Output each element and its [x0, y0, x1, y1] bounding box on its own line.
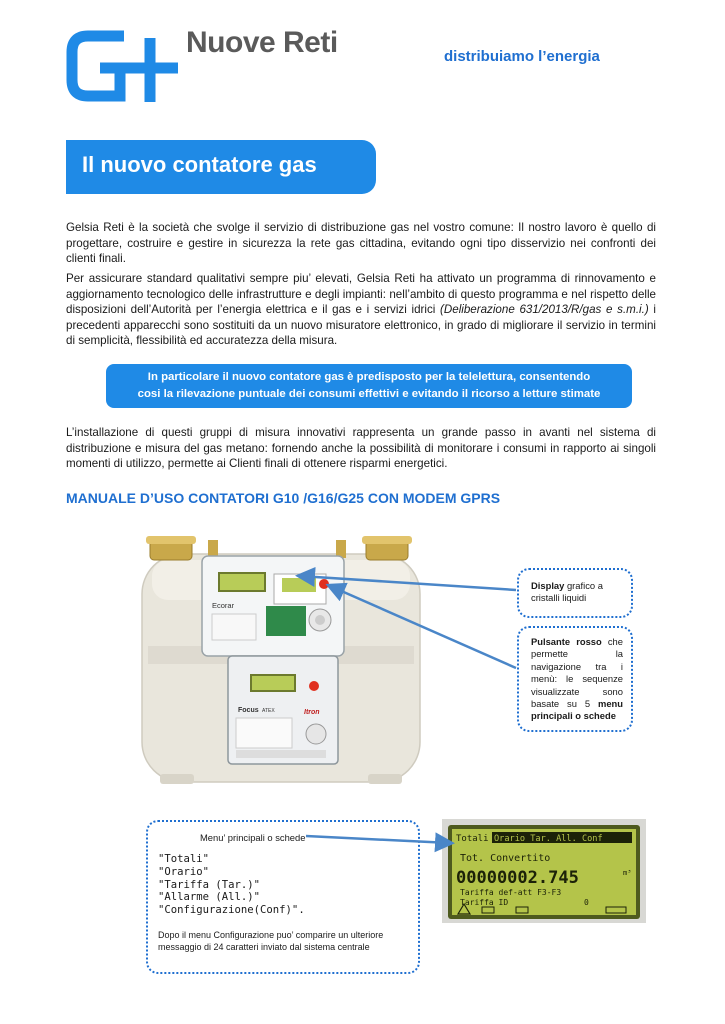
- display-callout-text: grafico a cristalli liquidi: [531, 580, 603, 604]
- intro-paragraph: Gelsia Reti è la società che svolge il servizio di distribuzione gas nel vostro comune: Il nostro lavoro è quello di progettare, costruire e gestire in sicurezza la rete gas cittadina, evitando ogni tipo disservizio nei confronti dei clienti finali.: [66, 221, 656, 266]
- menu-item-orario: "Orario": [158, 865, 210, 878]
- program-paragraph: [66, 271, 656, 349]
- section-heading: MANUALE D’USO CONTATORI G10 /G16/G25 CON MODEM GPRS: [66, 490, 501, 506]
- menu-list: [158, 853, 305, 917]
- lcd-reading: 00000002.745: [456, 868, 579, 888]
- meter-brand-bottom: Focus: [238, 707, 259, 714]
- menu-item-configurazione: "Configurazione(Conf)".: [158, 904, 305, 917]
- gas-meter-image: [136, 528, 426, 786]
- lcd-line4-label: Tariffa ID: [460, 898, 509, 907]
- lcd-display-image: [442, 819, 646, 923]
- menu-note: Dopo il menu Configurazione puo’ comparire un ulteriore messaggio di 24 caratteri inviato dal sistema centrale: [158, 930, 384, 952]
- highlight-box: [106, 364, 632, 408]
- button-callout: [517, 626, 633, 732]
- g-plus-logo-icon: [66, 24, 186, 104]
- program-text-2: i precedenti apparecchi sono sostituiti da un nuovo misuratore elettronico, in grado di migliorare il servizio in termini di semplicità, flessibilità ed accuratezza della misura.: [66, 303, 656, 348]
- lcd-tabs-rest: Orario Tar. All. Conf: [494, 834, 603, 844]
- lcd-line4-value: 0: [584, 898, 589, 907]
- menu-label: Menu’ principali o schede: [200, 832, 306, 843]
- meter-brand-bottom-sub: ATEX: [262, 708, 275, 714]
- lcd-tab-active: Totali: [456, 834, 489, 844]
- meter-brand-top: Ecorar: [212, 601, 235, 610]
- brand-name: Nuove Reti: [186, 26, 338, 59]
- highlight-line-2: cosi la rilevazione puntuale dei consumi effettivi e evitando il ricorso a letture stimate: [137, 388, 601, 400]
- meter-itron-logo: Itron: [304, 709, 320, 716]
- installation-paragraph: L’installazione di questi gruppi di misura innovativi rappresenta un grande passo in avanti nel sistema di distribuzione e misura del gas metano: fornendo anche la possibilità di monitorare i consumi in rapporto ai singoli momenti di utilizzo, permette ai Clienti finali di ottenere risparmi energetici.: [66, 426, 656, 471]
- deliberation-ref: (Deliberazione 631/2013/R/gas e s.m.i.): [440, 303, 649, 317]
- title-banner: [66, 140, 376, 194]
- display-callout-bold: Display: [531, 580, 565, 591]
- page-title: Il nuovo contatore gas: [82, 152, 317, 177]
- highlight-line-1: In particolare il nuovo contatore gas è predisposto per la telelettura, consentendo: [147, 371, 591, 383]
- program-text-1: Per assicurare standard qualitativi sempre piu’ elevati, Gelsia Reti ha attivato un programma di rinnovamento e aggiornamento tecnologico delle infrastrutture e degli impianti: nell’ambito di questo programma e nel rispetto delle disposizioni dell’Autorità per l’energia elettrica e il gas e i servizi idrici: [66, 272, 656, 317]
- button-callout-text: che permette la navigazione tra i menù: le sequenze visualizzate sono basate su 5: [531, 636, 623, 710]
- button-callout-bold: Pulsante rosso: [531, 636, 602, 647]
- tagline: distribuiamo l’energia: [444, 48, 600, 65]
- menu-item-totali: "Totali": [158, 853, 210, 865]
- lcd-unit: m³: [623, 869, 632, 877]
- button-callout-bold-2: menu principali o schede: [531, 698, 623, 722]
- menu-item-allarme: "Allarme (All.)": [158, 891, 261, 904]
- menu-item-tariffa: "Tariffa (Tar.)": [158, 878, 261, 891]
- lcd-line3: Tariffa def-att F3-F3: [460, 888, 562, 897]
- display-callout: [517, 568, 633, 618]
- lcd-line1: Tot. Convertito: [460, 853, 551, 864]
